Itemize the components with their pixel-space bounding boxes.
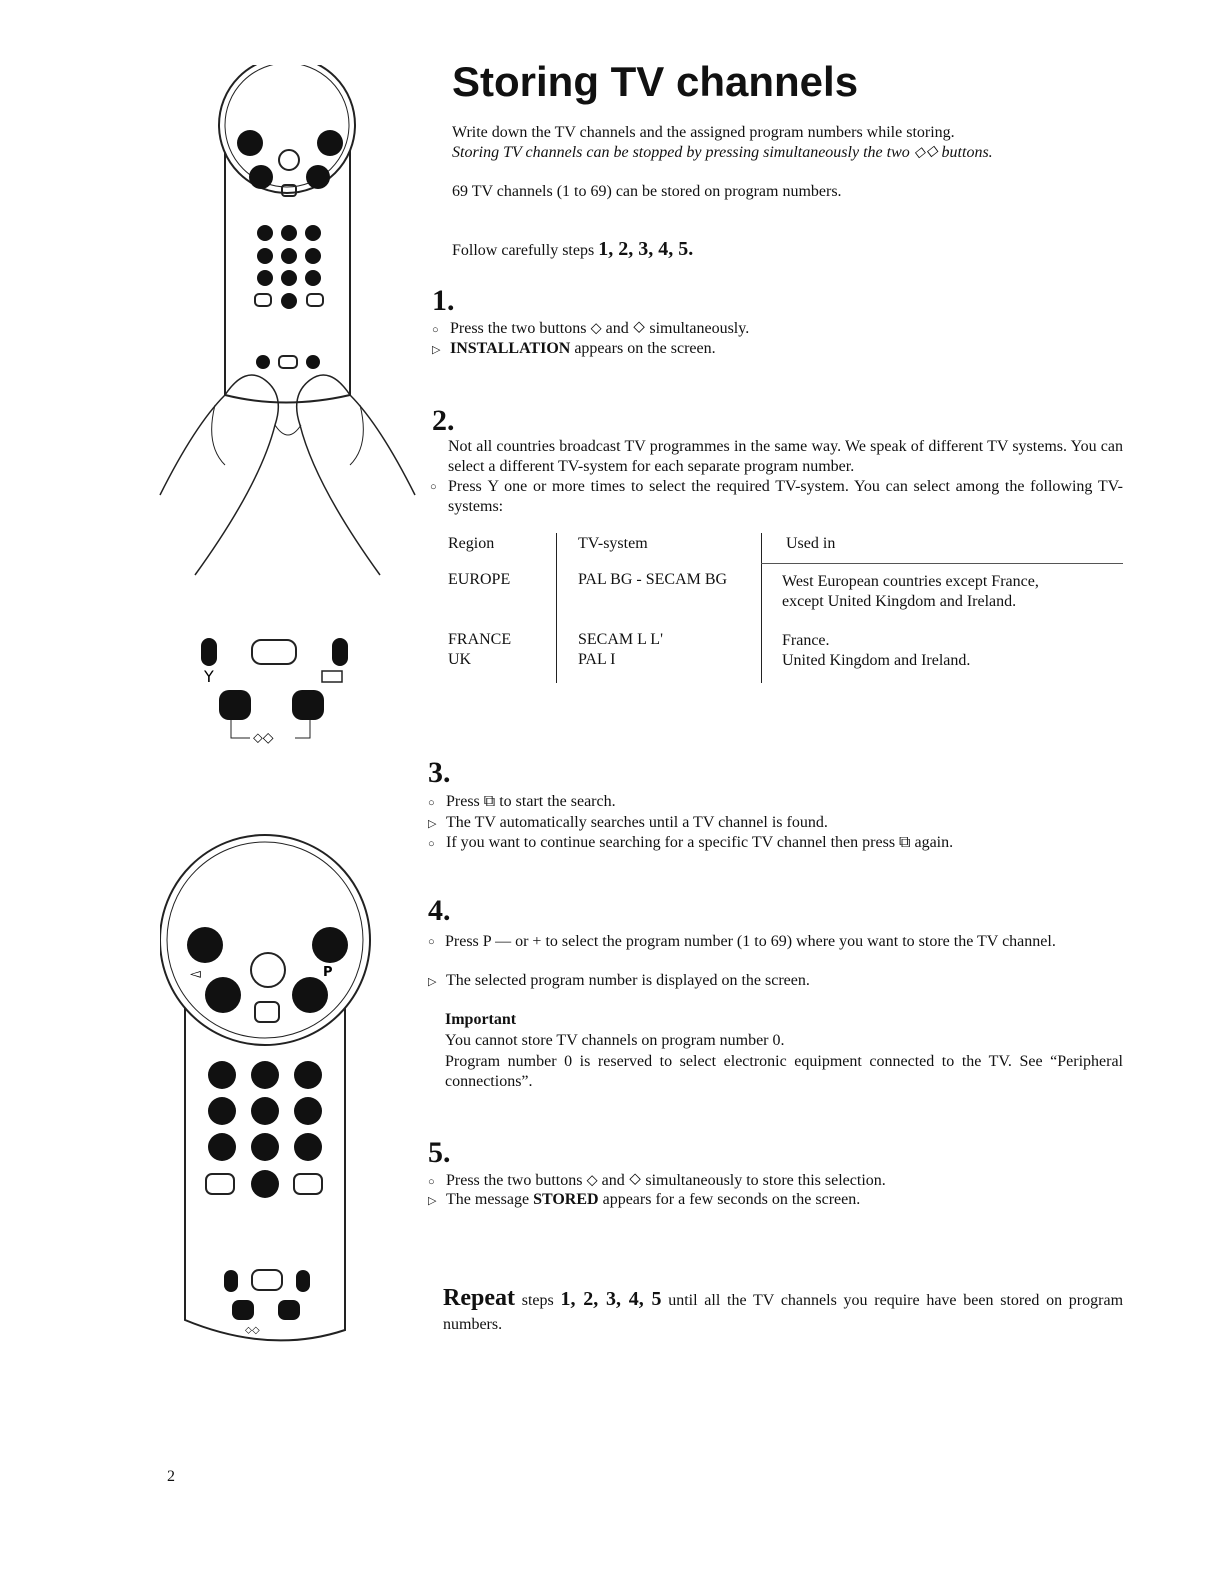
page-number: 2 [167,1468,175,1485]
instruction-text: Press the two buttons ⬦ and ◇ simultaneously. [450,320,750,337]
step-5-number: 5. [428,1136,451,1169]
step-2-bullet-marker: ○ [430,481,437,493]
svg-text:◅: ◅ [190,966,201,982]
intro-line: Write down the TV channels and the assigned program numbers while storing. [452,124,955,141]
intro-channel-count: 69 TV channels (1 to 69) can be stored on program numbers. [452,183,842,200]
steps-word: steps [514,1292,561,1309]
result-text: The selected program number is displayed on the screen. [446,972,810,989]
svg-text:⬦◇: ⬦◇ [253,730,274,746]
step-3-result: ▷ The TV automatically searches until a TV channel is found. [428,814,828,831]
step-1-number: 1. [432,284,455,317]
cell-tv-system: PAL BG - SECAM BG [578,571,728,588]
repeat-rest: until all the TV channels you require have been stored on program numbers. [443,1292,1124,1333]
cell-tv-system: PAL I [578,651,616,668]
cell-region: FRANCE [448,631,512,648]
result-text: appears on the screen. [570,340,716,357]
follow-step-numbers: 1, 2, 3, 4, 5. [598,238,694,260]
stored-label: STORED [533,1191,599,1208]
step-2-number: 2. [432,404,455,437]
repeat-paragraph [443,1286,1123,1337]
result-text: appears for a few seconds on the screen. [598,1191,861,1208]
step-4-number: 4. [428,894,451,927]
repeat-step-numbers: 1, 2, 3, 4, 5 [560,1288,662,1310]
p-label: P [323,965,333,980]
follow-prefix: Follow carefully steps [452,242,599,259]
installation-label: INSTALLATION [450,340,571,357]
result-text: The message [446,1191,534,1208]
step-3-instruction: ○ Press ⧉ to start the search. [428,793,616,810]
important-note-1: You cannot store TV channels on program number 0. [445,1032,785,1049]
cell-used-in: France. [782,632,830,649]
step-5-instruction: ○ Press the two buttons ⬦ and ◇ simultaneously to store this selection. [428,1172,886,1189]
intro-italic-note: Storing TV channels can be stopped by pressing simultaneously the two ⬦◇ buttons. [452,144,993,161]
cell-region: EUROPE [448,571,511,588]
cell-used-in: West European countries except France, except United Kingdom and Ireland. [782,573,1039,610]
step-1-instruction: ○ Press the two buttons ⬦ and ◇ simultaneously. [432,320,750,337]
header-tv-system: TV-system [578,535,648,552]
step-2-instruction: Press Υ one or more times to select the required TV-system. You can select among the following TV-systems: [448,478,1123,515]
remote-illustration [160,830,380,1360]
instruction-text: Press the two buttons ⬦ and ◇ simultaneously to store this selection. [446,1172,886,1189]
cell-region: UK [448,651,472,668]
important-note-2: Program number 0 is reserved to select electronic equipment connected to the TV. See “Peripheral connections”. [445,1053,1123,1090]
step-4-result: ▷ The selected program number is displayed on the screen. [428,972,810,989]
buttons-closeup-illustration [195,630,355,750]
svg-text:⬦◇: ⬦◇ [245,1325,260,1336]
important-heading: Important [445,1011,517,1028]
result-text: The TV automatically searches until a TV channel is found. [446,814,828,831]
step-3-instruction-2: ○ If you want to continue searching for a specific TV channel then press ⧉ again. [428,834,954,851]
cell-used-in: United Kingdom and Ireland. [782,652,971,669]
header-region: Region [448,535,495,552]
instruction-text: If you want to continue searching for a specific TV channel then press ⧉ again. [446,834,954,851]
step-2-paragraph: Not all countries broadcast TV programmes in the same way. We speak of different TV systems. You can select a different TV-system for each separate program number. [448,438,1123,475]
bullet-marker: ○ [428,936,435,948]
remote-in-hands-illustration [155,65,420,585]
follow-steps [452,238,693,261]
page-title: Storing TV channels [452,58,859,105]
step-4-instruction: Press P — or + to select the program number (1 to 69) where you want to store the TV channel. [445,933,1056,950]
header-used-in: Used in [786,535,836,552]
step-5-result: ▷ The message STORED appears for a few seconds on the screen. [428,1191,861,1208]
step-1-result: ▷ INSTALLATION appears on the screen. [432,340,716,357]
instruction-text: Press ⧉ to start the search. [446,793,616,810]
step-3-number: 3. [428,756,451,789]
repeat-word: Repeat [443,1285,515,1311]
y-button-label: Υ [204,667,214,686]
cell-tv-system: SECAM L L' [578,631,663,648]
